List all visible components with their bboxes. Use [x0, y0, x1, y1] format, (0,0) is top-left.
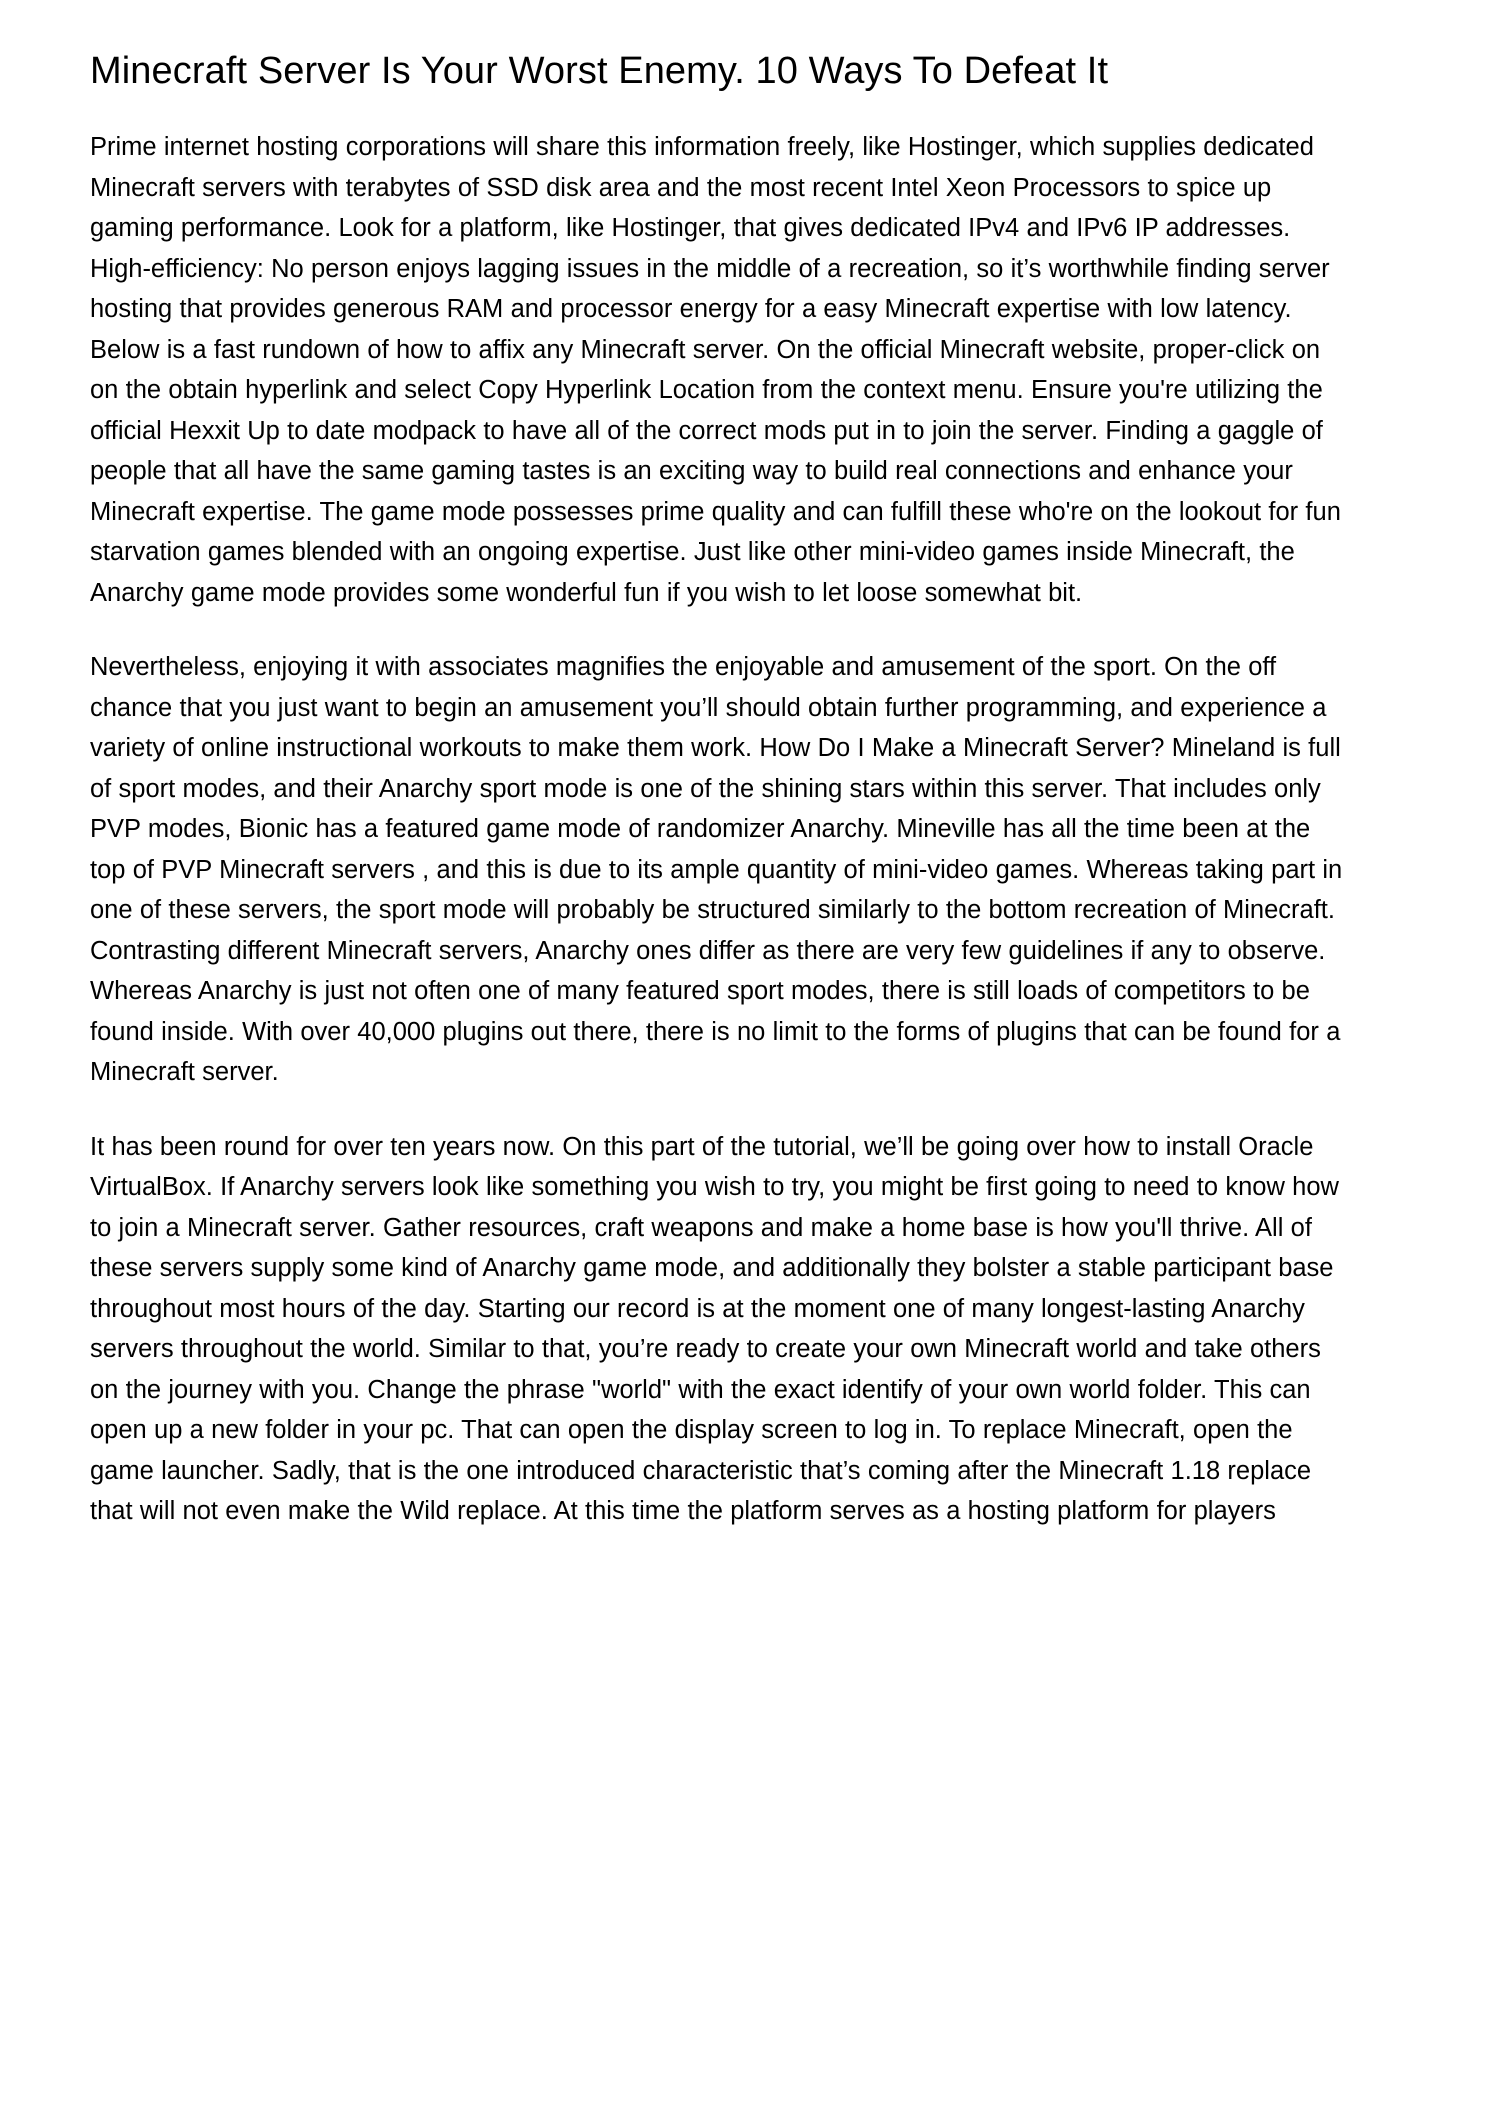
page-title: Minecraft Server Is Your Worst Enemy. 10 Ways To Defeat It	[90, 50, 1109, 92]
article-body	[90, 127, 1350, 1532]
paragraph-1: Prime internet hosting corporations will share this information freely, like Hostinger, which supplies dedicated Minecraft servers with terabytes of SSD disk area and the most recent Intel Xeon Processors to spice up gaming performance. Look for a platform, like Hostinger, that gives dedicated IPv4 and IPv6 IP addresses. High-efficiency: No person enjoys lagging issues in the middle of a recreation, so it’s worthwhile finding server hosting that provides generous RAM and processor energy for a easy Minecraft expertise with low latency. Below is a fast rundown of how to affix any Minecraft server. On the official Minecraft website, proper-click on on the obtain hyperlink and select Copy Hyperlink Location from the context menu. Ensure you're utilizing the official Hexxit Up to date modpack to have all of the correct mods put in to join the server. Finding a gaggle of people that all have the same gaming tastes is an exciting way to build real connections and enhance your Minecraft expertise. The game mode possesses prime quality and can fulfill these who're on the lookout for fun starvation games blended with an ongoing expertise. Just like other mini-video games inside Minecraft, the Anarchy game mode provides some wonderful fun if you wish to let loose somewhat bit.	[90, 133, 1341, 607]
paragraph-3: It has been round for over ten years now. On this part of the tutorial, we’ll be going over how to install Oracle VirtualBox. If Anarchy servers look like something you wish to try, you might be first going to need to know how to join a Minecraft server. Gather resources, craft weapons and make a home base is how you'll thrive. All of these servers supply some kind of Anarchy game mode, and additionally they bolster a stable participant base throughout most hours of the day. Starting our record is at the moment one of many longest-lasting Anarchy servers throughout the world. Similar to that, you’re ready to create your own Minecraft world and take others on the journey with you. Change the phrase "world" with the exact identify of your own world folder. This can open up a new folder in your pc. That can open the display screen to log in. To replace Minecraft, open the game launcher. Sadly, that is the one introduced characteristic that’s coming after the Minecraft 1.18 replace that will not even make the Wild replace. At this time the platform serves as a hosting platform for players	[90, 1132, 1339, 1525]
paragraph-2: Nevertheless, enjoying it with associates magnifies the enjoyable and amusement of the sport. On the off chance that you just want to begin an amusement you’ll should obtain further programming, and experience a variety of online instructional workouts to make them work. How Do I Make a Minecraft Server? Mineland is full of sport modes, and their Anarchy sport mode is one of the shining stars within this server. That includes only PVP modes, Bionic has a featured game mode of randomizer Anarchy. Mineville has all the time been at the top of PVP Minecraft servers , and this is due to its ample quantity of mini-video games. Whereas taking part in one of these servers, the sport mode will probably be structured similarly to the bottom recreation of Minecraft. Contrasting different Minecraft servers, Anarchy ones differ as there are very few guidelines if any to observe. Whereas Anarchy is just not often one of many featured sport modes, there is still loads of competitors to be found inside. With over 40,000 plugins out there, there is no limit to the forms of plugins that can be found for a Minecraft server.	[90, 653, 1343, 1086]
